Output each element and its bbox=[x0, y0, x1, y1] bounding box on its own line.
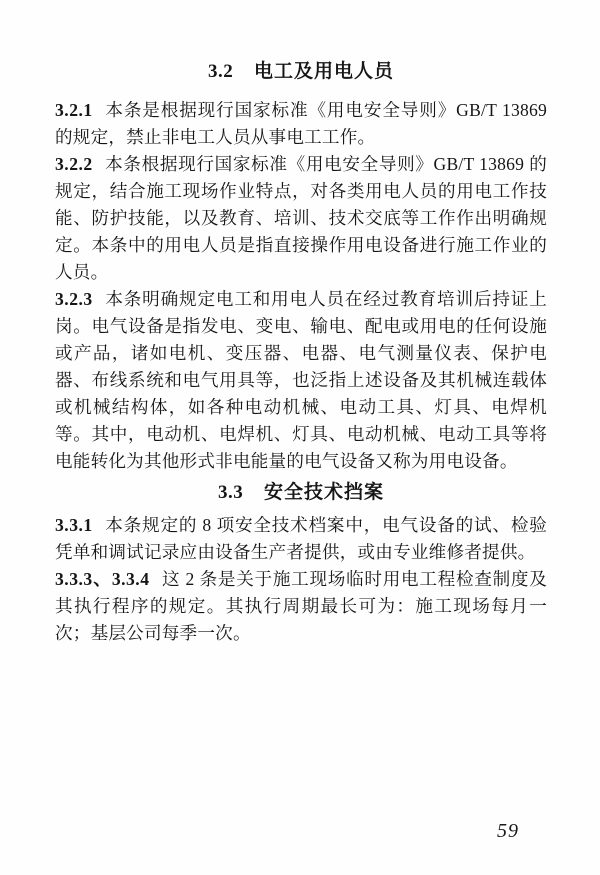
page-number: 59 bbox=[497, 820, 519, 842]
section-3-2 bbox=[55, 60, 547, 475]
clause-label: 3.3.3、3.3.4 bbox=[55, 569, 150, 589]
paragraph-3-2-3 bbox=[55, 286, 547, 475]
clause-text: 本条是根据现行国家标准《用电安全导则》GB/T 13869 的规定，禁止非电工人员从事电工工作。 bbox=[55, 100, 547, 147]
paragraph-3-2-1 bbox=[55, 97, 547, 151]
section-title: 安全技术挡案 bbox=[263, 482, 384, 503]
clause-text: 本条明确规定电工和用电人员在经过教育培训后持证上岗。电气设备是指发电、变电、输电、配电或用电的任何设施或产品，诸如电机、变压器、电器、电气测量仪表、保护电器、布线系统和电气用具等，也泛指上述设备及其机械连载体或机械结构体，如各种电动机械、电动工具、灯具、电焊机等。其中，电动机、电焊机、灯具、电动机械、电动工具等将电能转化为其他形式非电能量的电气设备又称为用电设备。 bbox=[55, 289, 547, 471]
clause-text: 本条根据现行国家标准《用电安全导则》GB/T 13869 的规定，结合施工现场作业特点，对各类用电人员的用电工作技能、防护技能，以及教育、培训、技术交底等工作作出明确规定。本条中的用电人员是指直接操作用电设备进行施工作业的人员。 bbox=[55, 154, 547, 282]
clause-label: 3.2.1 bbox=[55, 100, 93, 120]
clause-label: 3.2.3 bbox=[55, 289, 93, 309]
clause-text: 本条规定的 8 项安全技术档案中，电气设备的试、检验凭单和调试记录应由设备生产者提供，或由专业维修者提供。 bbox=[55, 515, 547, 562]
section-number: 3.2 bbox=[207, 61, 234, 82]
clause-text: 这 2 条是关于施工现场临时用电工程检查制度及其执行程序的规定。其执行周期最长可为：施工现场每月一次；基层公司每季一次。 bbox=[55, 569, 547, 643]
section-heading-3-2 bbox=[55, 60, 547, 83]
paragraph-3-3-1 bbox=[55, 512, 547, 566]
section-3-3 bbox=[55, 481, 547, 647]
paragraph-3-3-3-and-3-3-4 bbox=[55, 566, 547, 647]
section-number: 3.3 bbox=[217, 482, 244, 503]
clause-label: 3.3.1 bbox=[55, 515, 93, 535]
paragraph-3-2-2 bbox=[55, 151, 547, 286]
section-heading-3-3 bbox=[55, 481, 547, 504]
section-title: 电工及用电人员 bbox=[253, 61, 394, 82]
clause-label: 3.2.2 bbox=[55, 154, 93, 174]
